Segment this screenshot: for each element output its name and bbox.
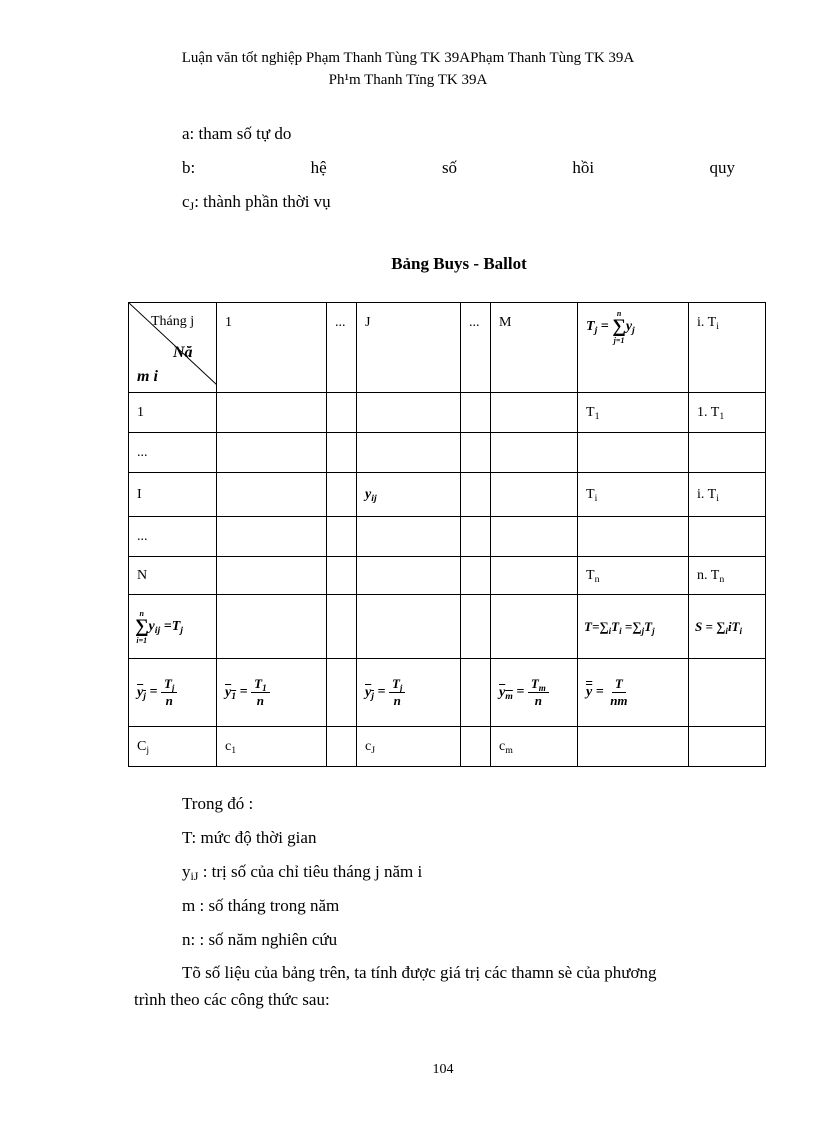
col-head: J (365, 315, 371, 330)
table-row (129, 393, 766, 433)
seasonal-cj: $c_J$ (357, 727, 461, 767)
table-row-means (129, 659, 766, 727)
row-label: 1 (129, 393, 217, 433)
formula-mean-y1: $y_1$ = $\frac{T_1}{n}$ (217, 659, 327, 727)
col-head: 1 (225, 315, 232, 330)
def-y: $y_{iJ}$ : trị số của chỉ tiêu tháng j năm i (182, 862, 423, 883)
row-label: ... (129, 517, 217, 557)
running-header-line2: Ph¹m Thanh Tïng TK 39A (328, 72, 488, 88)
formula-mean-yj2: $y_j$ = $\frac{T_j}{n}$ (357, 659, 461, 727)
def-b-word: số (441, 158, 458, 177)
cell-yij: $y_{ij}$ (357, 473, 461, 517)
row-weighted: i. $T_i$ (689, 473, 766, 517)
formula-grand-mean: y = $\frac{T}{nm}$ (578, 659, 689, 727)
row-total: $T_1$ (578, 393, 689, 433)
row-label: ... (129, 433, 217, 473)
formula-tj-sum: $T_j$ = n ∑ j=1 $y_j$ (586, 309, 635, 345)
col-head: ... (469, 315, 480, 330)
col-head-it: i. $T_i$ (697, 315, 719, 332)
def-b-word: hệ (310, 158, 327, 177)
def-b (182, 158, 735, 178)
def-b-word: hồi (572, 158, 595, 177)
table-row-sums (129, 595, 766, 659)
col-head: M (499, 315, 512, 330)
row-label: N (129, 557, 217, 595)
def-a: a: tham số tự do (182, 124, 292, 143)
corner-year-a: Nă (173, 344, 193, 361)
seasonal-c1: $c_1$ (217, 727, 327, 767)
formula-S-total: $S = \sum_iiT_i$ (689, 595, 766, 659)
buys-ballot-table (128, 302, 766, 767)
paragraph-line2: trình theo các công thức sau: (134, 990, 330, 1009)
row-label: I (129, 473, 217, 517)
corner-year-b: m i (137, 368, 158, 385)
def-n: n: : số năm nghiên cứu (182, 930, 338, 949)
table-row (129, 433, 766, 473)
page-number: 104 (432, 1062, 454, 1077)
formula-mean-ym: $y_m$ = $\frac{T_m}{n}$ (491, 659, 578, 727)
running-header-line1: Luận văn tốt nghiệp Phạm Thanh Tùng TK 39APhạm Thanh Tùng TK 39A (181, 50, 635, 66)
trong-do: Trong đó : (182, 794, 254, 813)
row-weighted: n. $T_n$ (689, 557, 766, 595)
row-total: $T_n$ (578, 557, 689, 595)
def-b-word: quy (709, 158, 735, 177)
corner-cell (129, 303, 217, 393)
formula-sum-yij: n ∑ i=1 $y_{ij} =T_j$ (129, 595, 217, 659)
seasonal-cm: $c_m$ (491, 727, 578, 767)
corner-month: Tháng j (151, 314, 195, 329)
def-b-word: b: (182, 158, 196, 177)
table-header-row (129, 303, 766, 393)
table-row (129, 517, 766, 557)
col-head: ... (335, 315, 346, 330)
formula-mean-yj: $y_j$ = $\frac{T_j}{n}$ (129, 659, 217, 727)
def-t: T: mức độ thời gian (182, 828, 317, 847)
table-row (129, 557, 766, 595)
def-c: $c_J$: thành phần thời vụ (182, 192, 331, 213)
paragraph-line1: Tõ số liệu của bảng trên, ta tính được giá trị các thamn sè của phương (182, 963, 657, 982)
row-total: $T_i$ (578, 473, 689, 517)
table-row-seasonal (129, 727, 766, 767)
def-m: m : số tháng trong năm (182, 896, 340, 915)
table-row (129, 473, 766, 517)
row-weighted: 1. $T_1$ (689, 393, 766, 433)
table-title: Bảng Buys - Ballot (391, 254, 527, 273)
row-label: $C_j$ (129, 727, 217, 767)
formula-T-total: $T=\sum_iT_i =\sum_jT_j$ (578, 595, 689, 659)
